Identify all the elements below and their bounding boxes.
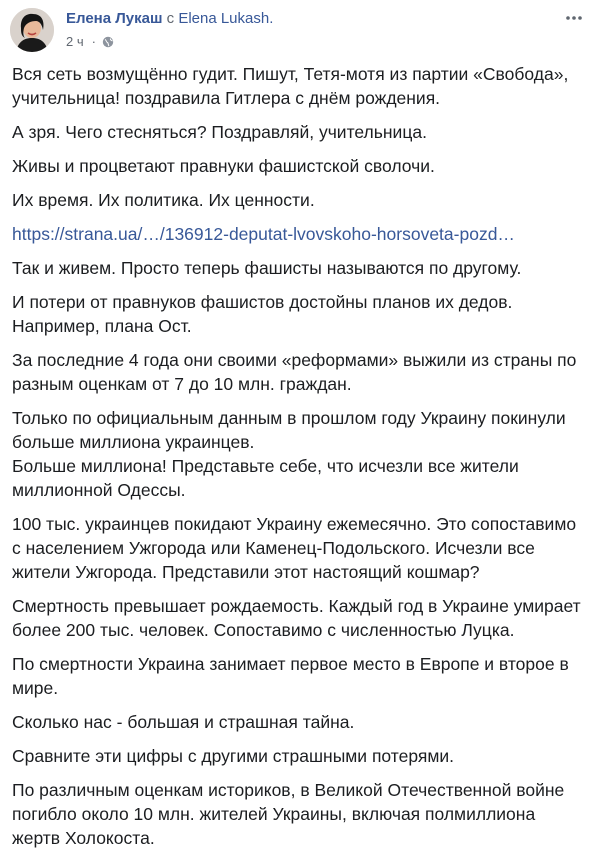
paragraph: А зря. Чего стесняться? Поздравляй, учительница. (12, 122, 427, 142)
timestamp[interactable]: 2 ч (66, 34, 84, 49)
paragraph: Только по официальным данным в прошлом году Украину покинули больше миллиона украинцев. (12, 408, 566, 452)
paragraph: 100 тыс. украинцев покидают Украину ежемесячно. Это сопоставимо с населением Ужгорода или Каменец-Подольского. Исчезли все жители Ужгорода. Представили этот настоящий кошмар? (12, 514, 577, 582)
paragraph: Больше миллиона! Представьте себе, что исчезли все жители миллионной Одессы. (12, 456, 519, 500)
author-line (66, 10, 273, 27)
author-name[interactable]: Елена Лукаш (66, 10, 163, 27)
paragraph: По различным оценкам историков, в Великой Отечественной войне погибло около 10 млн. жителей Украины, включая полмиллиона жертв Холокоста. (12, 780, 565, 848)
paragraph: Сравните эти цифры с другими страшными потерями. (12, 746, 454, 766)
avatar[interactable] (10, 8, 54, 52)
paragraph: Их время. Их политика. Их ценности. (12, 190, 315, 210)
tagged-person[interactable]: Elena Lukash. (178, 10, 274, 27)
paragraph: И потери от правнуков фашистов достойны планов их дедов. Например, плана Ост. (12, 292, 513, 336)
separator: · (91, 34, 96, 49)
article-link[interactable]: https://strana.ua/…/136912-deputat-lvovskoho-horsoveta-pozd… (12, 224, 515, 244)
globe-icon[interactable] (102, 36, 114, 48)
paragraph: За последние 4 года они своими «реформами» выжили из страны по разным оценкам от 7 до 10 млн. граждан. (12, 350, 577, 394)
post-header (0, 0, 596, 62)
post-body (12, 62, 584, 860)
more-horizontal-icon (566, 16, 582, 20)
more-options-button[interactable] (564, 10, 584, 26)
paragraph: Вся сеть возмущённо гудит. Пишут, Тетя-мотя из партии «Свобода», учительница! поздравила Гитлера с днём рождения. (12, 64, 569, 108)
paragraph: По смертности Украина занимает первое место в Европе и второе в мире. (12, 654, 569, 698)
post-meta (66, 34, 114, 49)
profile-photo-icon (10, 8, 54, 52)
paragraph: Живы и процветают правнуки фашистской сволочи. (12, 156, 435, 176)
paragraph: Смертность превышает рождаемость. Каждый год в Украине умирает более 200 тыс. человек. Сопоставимо с численностью Луцка. (12, 596, 581, 640)
with-text: с (166, 10, 175, 27)
paragraph: Сколько нас - большая и страшная тайна. (12, 712, 355, 732)
paragraph: Так и живем. Просто теперь фашисты называются по другому. (12, 258, 522, 278)
